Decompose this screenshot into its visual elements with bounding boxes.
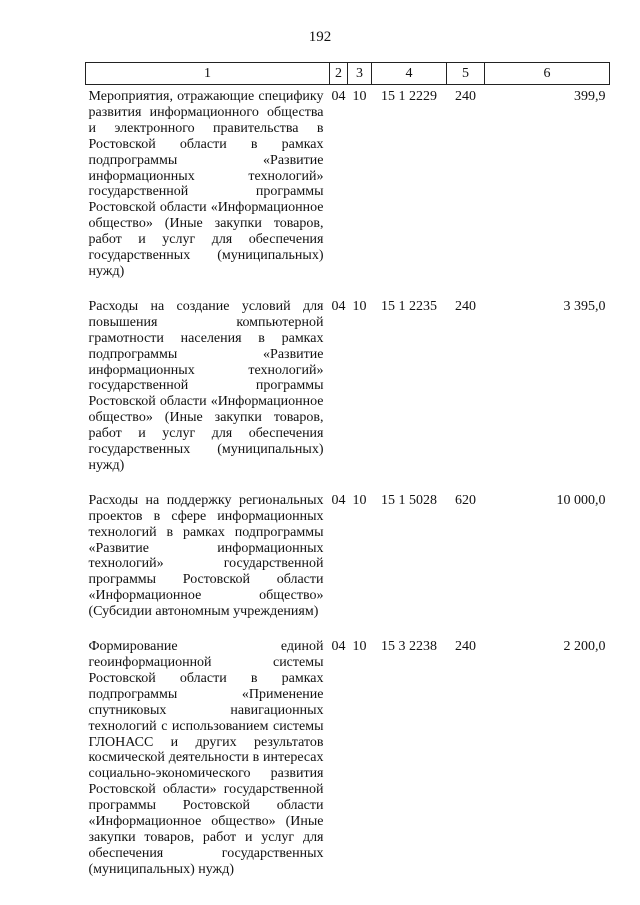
row-description: Мероприятия, отражающие специфику развития информационного общества и электронного правительства в Ростовской области в рамках подпрограммы «Развитие информационных технологий» государственной программы Ростовской области «Информационное общество» (Иные закупки товаров, работ и услуг для обеспечения государственных (муниципальных) нужд)	[88, 89, 324, 279]
row-subsection: 10	[352, 639, 367, 655]
row-description: Формирование единой геоинформационной системы Ростовской области в рамках подпрограммы «Применение спутниковых навигационных технологий с использованием системы ГЛОНАСС и других результатов космической деятельности в интересах социально-экономического развития Ростовской области» государственной программы Ростовской области «Информационное общество» (Иные закупки товаров, работ и услуг для обеспечения государственных (муниципальных) нужд)	[88, 639, 324, 877]
row-expense-type: 240	[455, 639, 476, 655]
row-expense-type: 620	[455, 492, 476, 508]
row-section: 04	[331, 298, 346, 314]
row-amount: 399,9	[574, 89, 606, 104]
row-expense-type: 240	[455, 89, 476, 104]
table-row	[86, 295, 610, 489]
row-section: 04	[331, 492, 346, 508]
header-col-2: 2	[330, 63, 348, 85]
row-target-code: 15 1 5028	[381, 492, 437, 508]
header-col-4: 4	[372, 63, 447, 85]
row-target-code: 15 1 2235	[381, 298, 437, 314]
header-col-6: 6	[485, 63, 610, 85]
row-subsection: 10	[352, 89, 367, 104]
row-target-code: 15 1 2229	[381, 89, 437, 104]
row-target-code: 15 3 2238	[381, 639, 437, 655]
row-section: 04	[331, 639, 346, 655]
table-row	[86, 635, 610, 893]
row-description: Расходы на создание условий для повышения компьютерной грамотности населения в рамках подпрограммы «Развитие информационных технологий» государственной программы Ростовской области «Информационное общество» (Иные закупки товаров, работ и услуг для обеспечения государственных (муниципальных) нужд)	[88, 298, 324, 473]
table-header-row	[86, 63, 610, 85]
header-col-5: 5	[447, 63, 485, 85]
table-row	[86, 85, 610, 295]
row-subsection: 10	[352, 492, 367, 508]
budget-table	[85, 62, 610, 893]
row-amount: 3 395,0	[563, 298, 606, 314]
page-number: 192	[308, 29, 332, 45]
header-col-1: 1	[86, 63, 330, 85]
row-expense-type: 240	[455, 298, 476, 314]
header-col-3: 3	[348, 63, 372, 85]
table-row	[86, 489, 610, 635]
row-amount: 10 000,0	[556, 492, 606, 508]
row-section: 04	[331, 89, 346, 104]
row-subsection: 10	[352, 298, 367, 314]
row-amount: 2 200,0	[563, 639, 606, 655]
row-description: Расходы на поддержку региональных проектов в сфере информационных технологий в рамках подпрограммы «Развитие информационных технологий» государственной программы Ростовской области «Информационное общество» (Субсидии автономным учреждениям)	[88, 492, 324, 620]
